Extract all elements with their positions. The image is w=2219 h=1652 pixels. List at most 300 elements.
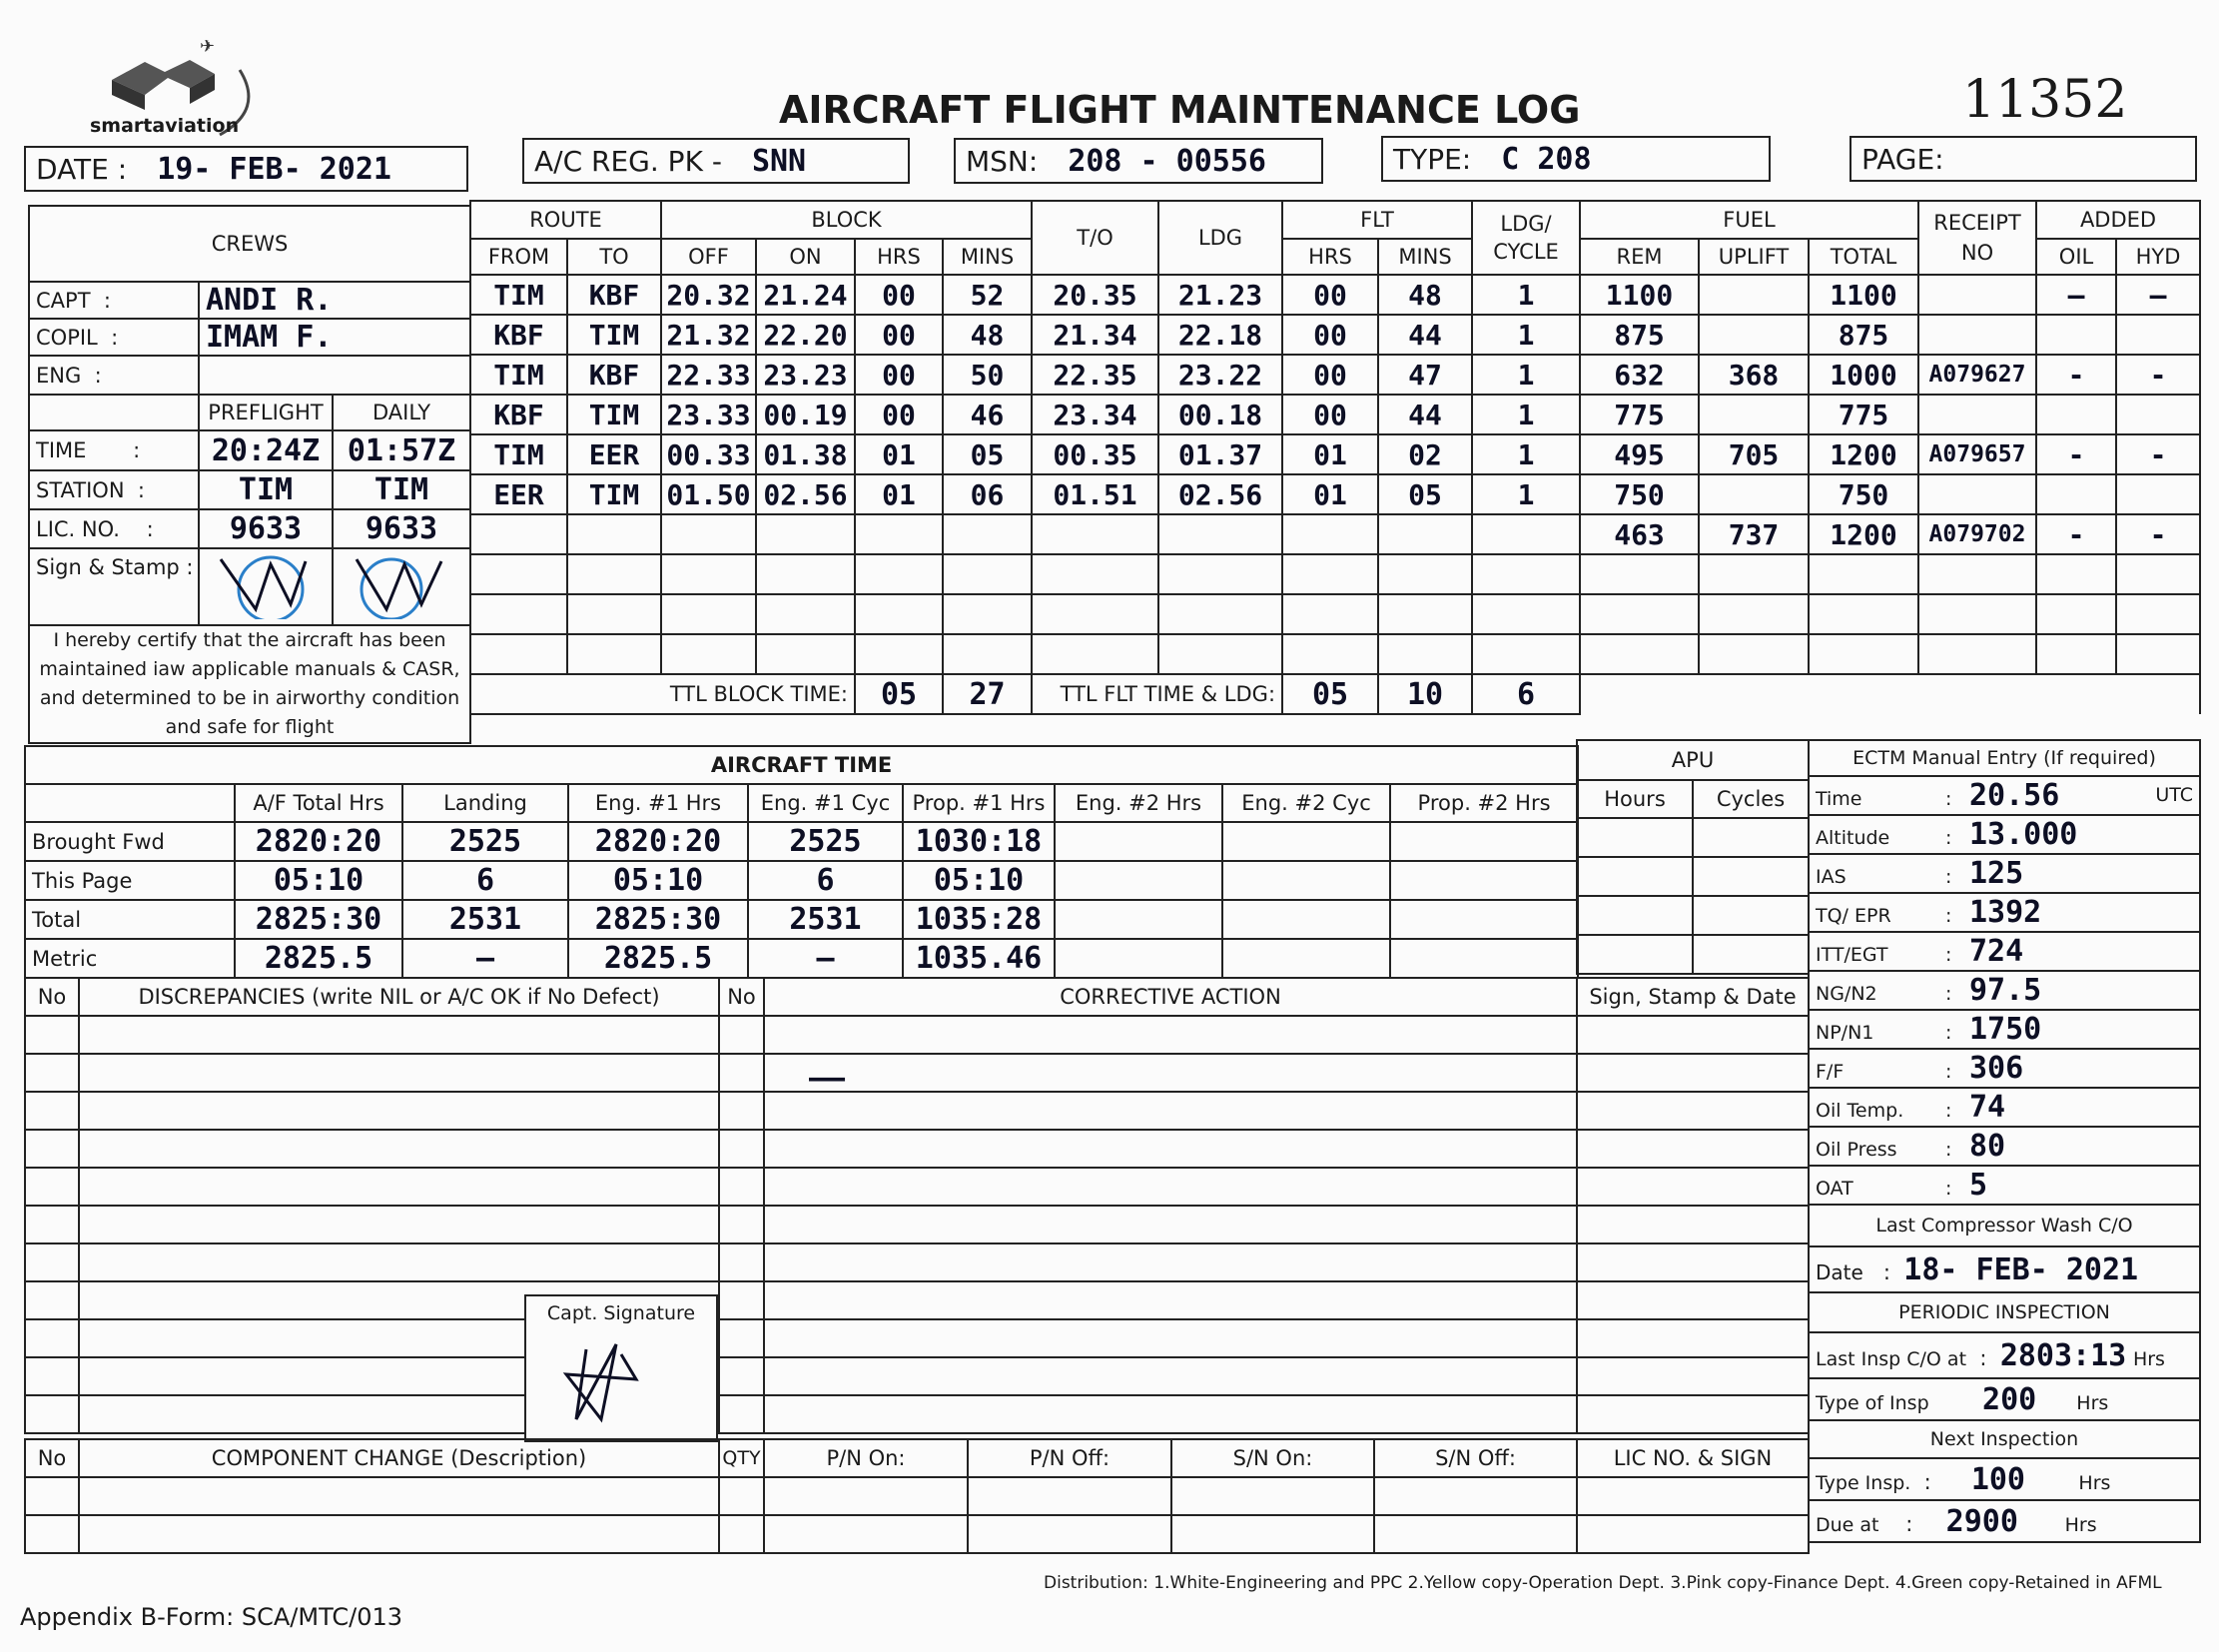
at-value[interactable]: 2825.5 bbox=[568, 939, 748, 978]
at-value[interactable] bbox=[1222, 822, 1390, 861]
flight-to[interactable]: EER bbox=[567, 434, 661, 474]
flight-total[interactable]: 1200 bbox=[1809, 514, 1918, 554]
flight-cell[interactable] bbox=[1378, 594, 1472, 634]
ttl-block-mins[interactable]: 27 bbox=[943, 674, 1032, 714]
flight-from[interactable]: KBF bbox=[470, 395, 567, 434]
discrepancy-cell[interactable] bbox=[79, 1130, 719, 1168]
flight-bm[interactable]: 50 bbox=[943, 355, 1032, 395]
flight-receipt[interactable]: A079657 bbox=[1918, 434, 2036, 474]
flight-cell[interactable] bbox=[1918, 594, 2036, 634]
ttl-flt-hrs[interactable]: 05 bbox=[1282, 674, 1378, 714]
flight-to[interactable]: TIM bbox=[567, 395, 661, 434]
discrepancy-cell[interactable] bbox=[764, 1319, 1577, 1357]
discrepancy-cell[interactable] bbox=[719, 1168, 764, 1206]
flight-fh[interactable]: 01 bbox=[1282, 474, 1378, 514]
at-value[interactable] bbox=[1055, 861, 1222, 900]
discrepancy-cell[interactable] bbox=[25, 1016, 79, 1054]
flight-on[interactable]: 22.20 bbox=[756, 315, 855, 355]
at-value[interactable]: 2825.5 bbox=[235, 939, 402, 978]
flight-to-t[interactable]: 21.34 bbox=[1032, 315, 1158, 355]
flight-cell[interactable] bbox=[567, 594, 661, 634]
ttl-block-hrs[interactable]: 05 bbox=[855, 674, 943, 714]
ttl-ldg[interactable]: 6 bbox=[1472, 674, 1580, 714]
flight-oil[interactable] bbox=[2036, 474, 2116, 514]
flight-cell[interactable] bbox=[2116, 594, 2200, 634]
ttl-flt-mins[interactable]: 10 bbox=[1378, 674, 1472, 714]
discrepancy-cell[interactable] bbox=[25, 1319, 79, 1357]
discrepancy-cell[interactable] bbox=[25, 1206, 79, 1243]
discrepancy-cell[interactable] bbox=[719, 1319, 764, 1357]
flight-ldg[interactable]: 02.56 bbox=[1158, 474, 1282, 514]
flight-cyc[interactable] bbox=[1472, 514, 1580, 554]
discrepancy-cell[interactable] bbox=[764, 1243, 1577, 1281]
flight-fh[interactable]: 00 bbox=[1282, 395, 1378, 434]
flight-cell[interactable] bbox=[1580, 594, 1699, 634]
eng-name[interactable] bbox=[199, 356, 470, 395]
flight-receipt[interactable] bbox=[1918, 395, 2036, 434]
flight-cell[interactable] bbox=[855, 554, 943, 594]
flight-cell[interactable] bbox=[855, 594, 943, 634]
discrepancy-cell[interactable] bbox=[764, 1130, 1577, 1168]
flight-bh[interactable]: 01 bbox=[855, 434, 943, 474]
flight-cell[interactable] bbox=[1032, 634, 1158, 674]
flight-cell[interactable] bbox=[2116, 554, 2200, 594]
flight-cell[interactable] bbox=[1472, 594, 1580, 634]
flight-cyc[interactable]: 1 bbox=[1472, 474, 1580, 514]
at-value[interactable]: 2525 bbox=[402, 822, 568, 861]
flight-cell[interactable] bbox=[943, 554, 1032, 594]
page-field[interactable] bbox=[1849, 136, 2197, 182]
discrepancy-cell[interactable] bbox=[719, 1016, 764, 1054]
flight-cyc[interactable]: 1 bbox=[1472, 395, 1580, 434]
discrepancy-cell[interactable] bbox=[25, 1395, 79, 1433]
flight-cell[interactable] bbox=[661, 554, 756, 594]
flight-bm[interactable] bbox=[943, 514, 1032, 554]
at-value[interactable] bbox=[1222, 861, 1390, 900]
flight-bm[interactable]: 48 bbox=[943, 315, 1032, 355]
discrepancy-cell[interactable] bbox=[764, 1281, 1577, 1319]
table-row bbox=[470, 594, 2200, 634]
discrepancy-cell[interactable] bbox=[764, 1168, 1577, 1206]
at-value[interactable]: 1035.46 bbox=[903, 939, 1055, 978]
flight-cell[interactable] bbox=[756, 554, 855, 594]
next-type-hrs: Hrs bbox=[2078, 1471, 2111, 1494]
discrepancy-cell[interactable] bbox=[25, 1281, 79, 1319]
flight-cell[interactable] bbox=[1699, 554, 1809, 594]
next-type-row[interactable]: Type Insp. : 100 Hrs bbox=[1809, 1458, 2200, 1500]
flight-oil[interactable]: - bbox=[2036, 355, 2116, 395]
at-value[interactable]: — bbox=[402, 939, 568, 978]
ectm-row[interactable] bbox=[1809, 893, 2200, 932]
ectm-row[interactable] bbox=[1809, 971, 2200, 1010]
flight-cyc[interactable]: 1 bbox=[1472, 355, 1580, 395]
flight-total[interactable]: 1000 bbox=[1809, 355, 1918, 395]
flight-bh[interactable]: 00 bbox=[855, 275, 943, 315]
discrepancy-cell[interactable] bbox=[1577, 1357, 1809, 1395]
at-value[interactable]: 2525 bbox=[748, 822, 903, 861]
discrepancy-cell[interactable] bbox=[764, 1395, 1577, 1433]
flight-cell[interactable] bbox=[1032, 554, 1158, 594]
ectm-row[interactable] bbox=[1809, 1166, 2200, 1205]
flight-receipt[interactable]: A079627 bbox=[1918, 355, 2036, 395]
discrepancy-cell[interactable] bbox=[79, 1168, 719, 1206]
flight-uplift[interactable]: 368 bbox=[1699, 355, 1809, 395]
flight-fm[interactable]: 48 bbox=[1378, 275, 1472, 315]
at-value[interactable]: 05:10 bbox=[235, 861, 402, 900]
flight-hyd[interactable]: - bbox=[2116, 434, 2200, 474]
flight-rem[interactable]: 495 bbox=[1580, 434, 1699, 474]
flight-cell[interactable] bbox=[943, 594, 1032, 634]
flight-bm[interactable]: 52 bbox=[943, 275, 1032, 315]
discrepancy-cell[interactable] bbox=[764, 1092, 1577, 1130]
discrepancy-cell[interactable] bbox=[764, 1016, 1577, 1054]
flight-cell[interactable] bbox=[1158, 594, 1282, 634]
flight-to-t[interactable] bbox=[1032, 514, 1158, 554]
daily-lic[interactable]: 9633 bbox=[333, 509, 470, 548]
at-value[interactable]: 1035:28 bbox=[903, 900, 1055, 939]
flight-from[interactable]: EER bbox=[470, 474, 567, 514]
discrepancy-cell[interactable] bbox=[1577, 1016, 1809, 1054]
at-value[interactable] bbox=[1390, 822, 1578, 861]
at-value[interactable]: 6 bbox=[402, 861, 568, 900]
flight-fh[interactable]: 00 bbox=[1282, 355, 1378, 395]
flight-cyc[interactable]: 1 bbox=[1472, 434, 1580, 474]
table-row bbox=[1809, 1127, 2200, 1166]
flight-cell[interactable] bbox=[756, 594, 855, 634]
flight-cell[interactable] bbox=[1282, 634, 1378, 674]
flight-from[interactable]: TIM bbox=[470, 434, 567, 474]
distribution-note: Distribution: 1.White-Engineering and PPC 2.Yellow copy-Operation Dept. 3.Pink copy-Finance Dept. 4.Green copy-Retained in AFML bbox=[1044, 1573, 2162, 1593]
discrepancy-cell[interactable] bbox=[25, 1168, 79, 1206]
flight-on[interactable]: 21.24 bbox=[756, 275, 855, 315]
flight-fm[interactable]: 44 bbox=[1378, 395, 1472, 434]
at-col-header: Eng. #1 Hrs bbox=[568, 784, 748, 822]
discrepancy-cell[interactable] bbox=[719, 1130, 764, 1168]
discrepancy-cell[interactable] bbox=[79, 1092, 719, 1130]
ectm-sep: : bbox=[1945, 983, 1952, 1005]
flight-on[interactable] bbox=[756, 514, 855, 554]
flight-cell[interactable] bbox=[567, 634, 661, 674]
flight-from[interactable]: KBF bbox=[470, 315, 567, 355]
registration-field[interactable] bbox=[522, 138, 910, 184]
discrepancy-cell[interactable] bbox=[79, 1054, 719, 1092]
flight-ldg[interactable]: 22.18 bbox=[1158, 315, 1282, 355]
flight-ldg[interactable] bbox=[1158, 514, 1282, 554]
flight-to[interactable]: TIM bbox=[567, 474, 661, 514]
at-value[interactable]: 2531 bbox=[402, 900, 568, 939]
flight-cell[interactable] bbox=[1282, 554, 1378, 594]
flight-rem[interactable]: 463 bbox=[1580, 514, 1699, 554]
flight-on[interactable]: 01.38 bbox=[756, 434, 855, 474]
discrepancy-cell[interactable] bbox=[1577, 1395, 1809, 1433]
flight-to-t[interactable]: 22.35 bbox=[1032, 355, 1158, 395]
flight-cell[interactable] bbox=[1580, 554, 1699, 594]
discrepancy-cell[interactable] bbox=[764, 1054, 1577, 1092]
flight-bm[interactable]: 05 bbox=[943, 434, 1032, 474]
flight-on[interactable]: 23.23 bbox=[756, 355, 855, 395]
discrepancy-cell[interactable] bbox=[25, 1130, 79, 1168]
flight-receipt[interactable] bbox=[1918, 474, 2036, 514]
date-label: DATE : bbox=[36, 152, 128, 186]
ectm-row[interactable] bbox=[1809, 776, 2200, 815]
flight-total[interactable]: 750 bbox=[1809, 474, 1918, 514]
capt-signature-box[interactable] bbox=[524, 1294, 718, 1442]
flight-bh[interactable] bbox=[855, 514, 943, 554]
preflight-time[interactable]: 20:24Z bbox=[199, 430, 333, 470]
ectm-row[interactable] bbox=[1809, 932, 2200, 971]
at-value[interactable]: 05:10 bbox=[568, 861, 748, 900]
flight-bm[interactable]: 06 bbox=[943, 474, 1032, 514]
discrepancy-cell[interactable] bbox=[79, 1016, 719, 1054]
flight-hyd[interactable] bbox=[2116, 395, 2200, 434]
flight-from[interactable] bbox=[470, 514, 567, 554]
flight-to[interactable]: TIM bbox=[567, 315, 661, 355]
flight-cell[interactable] bbox=[1809, 594, 1918, 634]
discrepancy-cell[interactable] bbox=[1577, 1243, 1809, 1281]
flight-rem[interactable]: 632 bbox=[1580, 355, 1699, 395]
flight-fh[interactable] bbox=[1282, 514, 1378, 554]
flight-fh[interactable]: 00 bbox=[1282, 315, 1378, 355]
flight-total[interactable]: 775 bbox=[1809, 395, 1918, 434]
flight-bm[interactable]: 46 bbox=[943, 395, 1032, 434]
flight-rem[interactable]: 875 bbox=[1580, 315, 1699, 355]
flight-bh[interactable]: 00 bbox=[855, 315, 943, 355]
flight-ldg[interactable]: 21.23 bbox=[1158, 275, 1282, 315]
flight-fm[interactable]: 44 bbox=[1378, 315, 1472, 355]
flight-cell[interactable] bbox=[756, 634, 855, 674]
flight-off[interactable]: 22.33 bbox=[661, 355, 756, 395]
flight-cell[interactable] bbox=[1158, 634, 1282, 674]
flight-cell[interactable] bbox=[470, 554, 567, 594]
flight-cell[interactable] bbox=[1378, 634, 1472, 674]
flight-to-t[interactable]: 01.51 bbox=[1032, 474, 1158, 514]
flight-bh[interactable]: 00 bbox=[855, 355, 943, 395]
flight-ldg[interactable]: 23.22 bbox=[1158, 355, 1282, 395]
discrepancy-cell[interactable] bbox=[1577, 1319, 1809, 1357]
flight-hyd[interactable]: - bbox=[2116, 514, 2200, 554]
flight-uplift[interactable] bbox=[1699, 474, 1809, 514]
wash-date-row[interactable]: Date : 18- FEB- 2021 bbox=[1809, 1246, 2200, 1292]
flight-oil[interactable] bbox=[2036, 395, 2116, 434]
at-value[interactable] bbox=[1222, 939, 1390, 978]
ectm-row[interactable] bbox=[1809, 854, 2200, 893]
discrepancy-cell[interactable] bbox=[1577, 1054, 1809, 1092]
flight-receipt[interactable] bbox=[1918, 275, 2036, 315]
flight-cell[interactable] bbox=[1918, 634, 2036, 674]
discrepancy-cell[interactable] bbox=[79, 1243, 719, 1281]
preflight-lic[interactable]: 9633 bbox=[199, 509, 333, 548]
discrepancy-cell[interactable] bbox=[764, 1206, 1577, 1243]
at-value[interactable] bbox=[1390, 861, 1578, 900]
ldg-cycle-header: LDG/ CYCLE bbox=[1472, 201, 1580, 275]
flight-cell[interactable] bbox=[1699, 634, 1809, 674]
preflight-station[interactable]: TIM bbox=[199, 470, 333, 509]
flight-from[interactable]: TIM bbox=[470, 275, 567, 315]
flight-ldg[interactable]: 00.18 bbox=[1158, 395, 1282, 434]
at-value[interactable] bbox=[1390, 939, 1578, 978]
ectm-row[interactable] bbox=[1809, 815, 2200, 854]
discrepancy-cell[interactable] bbox=[719, 1243, 764, 1281]
discrepancy-cell[interactable] bbox=[719, 1357, 764, 1395]
flight-on[interactable]: 02.56 bbox=[756, 474, 855, 514]
flight-cell[interactable] bbox=[567, 554, 661, 594]
flight-receipt[interactable] bbox=[1918, 315, 2036, 355]
ectm-label: IAS bbox=[1816, 866, 1847, 888]
flight-to[interactable] bbox=[567, 514, 661, 554]
discrepancy-cell[interactable] bbox=[764, 1357, 1577, 1395]
flight-to[interactable]: KBF bbox=[567, 355, 661, 395]
at-value[interactable] bbox=[1055, 822, 1222, 861]
flight-cell[interactable] bbox=[1032, 594, 1158, 634]
flight-to[interactable]: KBF bbox=[567, 275, 661, 315]
flight-total[interactable]: 1100 bbox=[1809, 275, 1918, 315]
discrepancy-cell[interactable] bbox=[719, 1281, 764, 1319]
at-value[interactable] bbox=[1055, 939, 1222, 978]
flight-total[interactable]: 875 bbox=[1809, 315, 1918, 355]
flight-off[interactable]: 20.32 bbox=[661, 275, 756, 315]
at-value[interactable]: 2820:20 bbox=[568, 822, 748, 861]
flight-cell[interactable] bbox=[2036, 554, 2116, 594]
flight-cell[interactable] bbox=[470, 594, 567, 634]
flight-from[interactable]: TIM bbox=[470, 355, 567, 395]
flight-fh[interactable]: 00 bbox=[1282, 275, 1378, 315]
flight-cell[interactable] bbox=[2116, 634, 2200, 674]
flight-to-t[interactable]: 20.35 bbox=[1032, 275, 1158, 315]
discrepancy-cell[interactable] bbox=[25, 1054, 79, 1092]
flight-cell[interactable] bbox=[1580, 634, 1699, 674]
flight-uplift[interactable]: 705 bbox=[1699, 434, 1809, 474]
flight-receipt[interactable]: A079702 bbox=[1918, 514, 2036, 554]
copil-name[interactable]: IMAM F. bbox=[199, 319, 470, 356]
flight-cell[interactable] bbox=[943, 634, 1032, 674]
flight-uplift[interactable] bbox=[1699, 275, 1809, 315]
flight-cell[interactable] bbox=[1472, 634, 1580, 674]
flight-off[interactable] bbox=[661, 514, 756, 554]
flight-oil[interactable] bbox=[2036, 315, 2116, 355]
due-at-row[interactable]: Due at : 2900 Hrs bbox=[1809, 1500, 2200, 1542]
flight-oil[interactable]: - bbox=[2036, 434, 2116, 474]
at-value[interactable]: 6 bbox=[748, 861, 903, 900]
discrepancy-cell[interactable] bbox=[1577, 1168, 1809, 1206]
ectm-label: Oil Press bbox=[1816, 1139, 1897, 1161]
ectm-row[interactable] bbox=[1809, 1088, 2200, 1127]
flight-ldg[interactable]: 01.37 bbox=[1158, 434, 1282, 474]
flight-cell[interactable] bbox=[2036, 634, 2116, 674]
ectm-row[interactable] bbox=[1809, 1010, 2200, 1049]
flight-rem[interactable]: 1100 bbox=[1580, 275, 1699, 315]
flight-cyc[interactable]: 1 bbox=[1472, 315, 1580, 355]
discrepancy-cell[interactable] bbox=[719, 1092, 764, 1130]
discrepancy-cell[interactable] bbox=[25, 1092, 79, 1130]
flight-rem[interactable]: 750 bbox=[1580, 474, 1699, 514]
discrepancy-cell[interactable] bbox=[1577, 1206, 1809, 1243]
flight-fm[interactable] bbox=[1378, 514, 1472, 554]
flight-cell[interactable] bbox=[1809, 634, 1918, 674]
flight-hyd[interactable]: - bbox=[2116, 355, 2200, 395]
at-value[interactable]: 2825:30 bbox=[235, 900, 402, 939]
flight-on[interactable]: 00.19 bbox=[756, 395, 855, 434]
flight-uplift[interactable] bbox=[1699, 395, 1809, 434]
flight-to-t[interactable]: 23.34 bbox=[1032, 395, 1158, 434]
at-value[interactable]: 1030:18 bbox=[903, 822, 1055, 861]
flight-hyd[interactable]: — bbox=[2116, 275, 2200, 315]
flight-fm[interactable]: 02 bbox=[1378, 434, 1472, 474]
flight-cell[interactable] bbox=[1472, 554, 1580, 594]
capt-name[interactable]: ANDI R. bbox=[199, 282, 470, 319]
flight-bh[interactable]: 01 bbox=[855, 474, 943, 514]
ectm-row[interactable] bbox=[1809, 1049, 2200, 1088]
flight-cell[interactable] bbox=[1282, 594, 1378, 634]
flight-oil[interactable]: - bbox=[2036, 514, 2116, 554]
flight-off[interactable]: 01.50 bbox=[661, 474, 756, 514]
discrepancy-cell[interactable] bbox=[79, 1206, 719, 1243]
discrepancy-cell[interactable] bbox=[25, 1243, 79, 1281]
at-value[interactable] bbox=[1222, 900, 1390, 939]
flight-hyd[interactable] bbox=[2116, 315, 2200, 355]
date-field[interactable] bbox=[24, 146, 468, 192]
last-insp-row[interactable]: Last Insp C/O at : 2803:13 Hrs bbox=[1809, 1332, 2200, 1378]
flight-off[interactable]: 21.32 bbox=[661, 315, 756, 355]
at-value[interactable] bbox=[1390, 900, 1578, 939]
at-value[interactable]: — bbox=[748, 939, 903, 978]
flight-off[interactable]: 00.33 bbox=[661, 434, 756, 474]
ectm-row[interactable] bbox=[1809, 1127, 2200, 1166]
msn-field[interactable] bbox=[954, 138, 1323, 184]
discrepancy-cell[interactable] bbox=[1577, 1130, 1809, 1168]
discrepancy-cell[interactable] bbox=[719, 1054, 764, 1092]
daily-station[interactable]: TIM bbox=[333, 470, 470, 509]
flight-cell[interactable] bbox=[1378, 554, 1472, 594]
discrepancy-cell[interactable] bbox=[25, 1357, 79, 1395]
flight-cell[interactable] bbox=[470, 634, 567, 674]
discrepancy-cell[interactable] bbox=[719, 1395, 764, 1433]
flight-cell[interactable] bbox=[1699, 594, 1809, 634]
at-value[interactable]: 2820:20 bbox=[235, 822, 402, 861]
daily-time[interactable]: 01:57Z bbox=[333, 430, 470, 470]
flight-bh[interactable]: 00 bbox=[855, 395, 943, 434]
flight-fm[interactable]: 05 bbox=[1378, 474, 1472, 514]
discrepancy-cell[interactable] bbox=[719, 1206, 764, 1243]
flight-uplift[interactable]: 737 bbox=[1699, 514, 1809, 554]
flight-cyc[interactable]: 1 bbox=[1472, 275, 1580, 315]
flight-cell[interactable] bbox=[661, 594, 756, 634]
flight-hyd[interactable] bbox=[2116, 474, 2200, 514]
at-value[interactable]: 2825:30 bbox=[568, 900, 748, 939]
flight-rem[interactable]: 775 bbox=[1580, 395, 1699, 434]
flight-cell[interactable] bbox=[1158, 554, 1282, 594]
at-value[interactable]: 2531 bbox=[748, 900, 903, 939]
flight-cell[interactable] bbox=[2036, 594, 2116, 634]
at-col-header: Prop. #1 Hrs bbox=[903, 784, 1055, 822]
flight-uplift[interactable] bbox=[1699, 315, 1809, 355]
flight-fh[interactable]: 01 bbox=[1282, 434, 1378, 474]
type-insp-row[interactable] bbox=[1809, 1378, 2200, 1420]
flight-off[interactable]: 23.33 bbox=[661, 395, 756, 434]
flight-total[interactable]: 1200 bbox=[1809, 434, 1918, 474]
flight-cell[interactable] bbox=[661, 634, 756, 674]
flight-cell[interactable] bbox=[1809, 554, 1918, 594]
flight-cell[interactable] bbox=[1918, 554, 2036, 594]
flight-oil[interactable]: — bbox=[2036, 275, 2116, 315]
flight-fm[interactable]: 47 bbox=[1378, 355, 1472, 395]
discrepancy-cell[interactable] bbox=[1577, 1092, 1809, 1130]
flight-cell[interactable] bbox=[855, 634, 943, 674]
type-field[interactable] bbox=[1381, 136, 1771, 182]
discrepancy-cell[interactable] bbox=[1577, 1281, 1809, 1319]
flight-to-t[interactable]: 00.35 bbox=[1032, 434, 1158, 474]
at-value[interactable] bbox=[1055, 900, 1222, 939]
at-value[interactable]: 05:10 bbox=[903, 861, 1055, 900]
